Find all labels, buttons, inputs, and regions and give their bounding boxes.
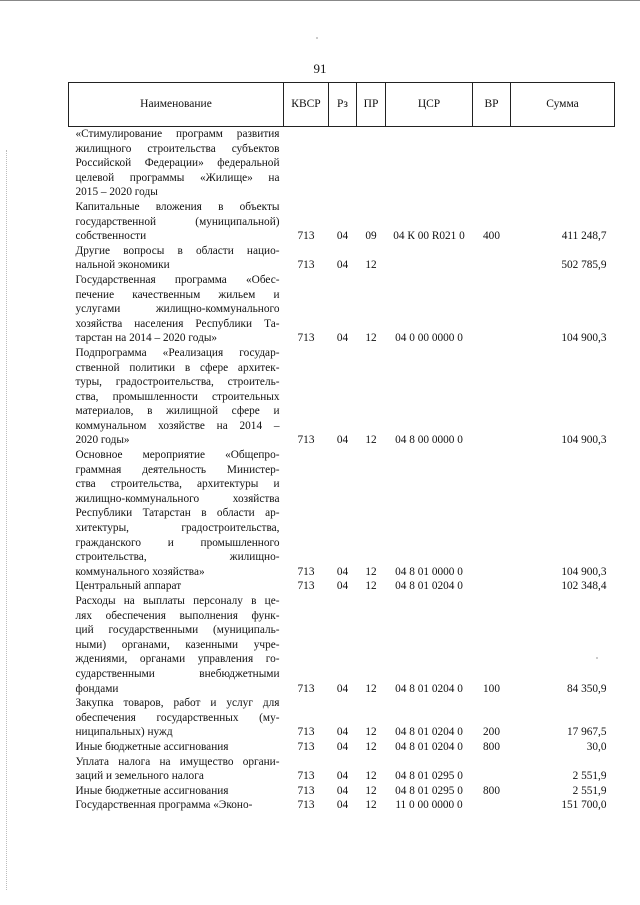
row-pr: 12 [365,799,377,812]
row-sum: 102 348,4 [561,580,607,593]
row-csr [386,244,473,273]
row-pr: 12 [365,726,377,739]
row-kvsr [284,127,329,200]
row-csr: 04 8 00 0000 0 [395,434,463,447]
row-name-line: Государственная программа «Эконо- [75,799,253,812]
row-sum: 2 551,9 [572,784,607,797]
row-sum: 104 900,3 [561,565,607,578]
row-csr: 11 0 00 0000 0 [395,799,463,812]
row-csr [386,127,473,200]
header-rz: Рз [329,83,357,127]
row-pr: 12 [365,259,377,272]
row-name-line: Российской Федерации» федеральной [75,157,280,170]
row-name-line: 2015 – 2020 годы [75,186,158,199]
row-kvsr: 713 [297,799,315,812]
table-row [69,579,615,594]
row-sum: 17 967,5 [566,726,607,739]
row-name-line: тарстан на 2014 – 2020 годы» [75,332,218,345]
row-sum [511,127,615,200]
row-name-line: обеспечения государственных (му- [75,711,280,724]
row-name-line: туры, градостроительства, строитель- [75,376,280,389]
row-name-line: хозяйства населения Республики Та- [75,317,280,330]
row-name-line: государственной (муниципальной) [75,215,280,228]
row-rz: 04 [336,799,349,812]
row-name-line: лях обеспечения выполнения функ- [75,609,280,622]
row-name-line: Закупка товаров, работ и услуг для [75,697,280,710]
row-name [69,696,284,740]
row-name-line: ственной политики в сфере архитек- [75,361,280,374]
row-name-line: заций и земельного налога [75,770,204,783]
row-rz: 04 [336,230,349,243]
budget-table [68,82,615,813]
row-name-line: сударственными внебюджетными [75,667,280,680]
row-name [69,740,284,755]
row-pr: 12 [365,580,377,593]
row-csr: 04 8 01 0204 0 [395,580,463,593]
row-rz: 04 [336,770,349,783]
row-name-line: гражданского и промышленного [75,536,280,549]
row-sum: 30,0 [586,740,607,753]
row-pr: 12 [365,434,377,447]
header-sum: Сумма [511,83,615,127]
row-rz: 04 [336,565,349,578]
row-kvsr: 713 [297,580,315,593]
row-kvsr: 713 [297,740,315,753]
row-name-line: Иные бюджетные ассигнования [75,740,229,753]
row-vr [473,273,511,346]
row-name-line: хитектуры, градостроительства, [75,522,280,535]
row-vr [473,448,511,579]
row-csr: 04 К 00 R021 0 [393,230,465,243]
row-name [69,127,284,200]
table-row [69,346,615,448]
scan-margin-specks [6,150,8,890]
row-pr: 12 [365,740,377,753]
row-pr: 12 [365,565,377,578]
row-name [69,448,284,579]
table-row [69,798,615,813]
row-rz: 04 [336,580,349,593]
row-rz [329,127,357,200]
table-row [69,200,615,244]
row-name-line: Расходы на выплаты персоналу в це- [75,595,280,607]
table-row [69,755,615,784]
row-vr [473,755,511,784]
row-name-line: Уплата налога на имущество органи- [75,755,280,768]
row-rz: 04 [336,259,349,272]
row-name-line: Республики Татарстан в области ар- [75,507,280,520]
row-rz: 04 [336,740,349,753]
row-pr: 12 [365,682,377,695]
row-name-line: Иные бюджетные ассигнования [75,784,229,797]
table-row [69,784,615,799]
row-name-line: печение качественным жильем и [75,288,280,301]
row-name [69,755,284,784]
row-vr [473,244,511,273]
row-sum: 104 900,3 [561,434,607,447]
row-name-line: ждениями, органами управления го- [75,653,280,666]
row-vr: 200 [483,726,500,739]
row-name-line: коммунальном хозяйстве на 2014 – [75,419,280,432]
table-row [69,594,615,696]
row-kvsr: 713 [297,230,315,243]
row-kvsr: 713 [297,332,315,345]
row-sum: 2 551,9 [572,770,607,783]
row-csr: 04 8 01 0000 0 [395,565,463,578]
row-name-line: фондами [75,682,119,695]
table-row [69,740,615,755]
table-row [69,244,615,273]
row-name-line: жилищно-коммунального хозяйства [75,492,280,505]
scan-speck [316,37,318,39]
row-rz: 04 [336,682,349,695]
row-name [69,579,284,594]
row-name-line: Основное мероприятие «Общепро- [75,449,280,462]
row-sum: 104 900,3 [561,332,607,345]
row-rz: 04 [336,784,349,797]
row-name-line: коммунального хозяйства» [75,565,205,578]
row-sum: 502 785,9 [561,259,607,272]
table-row [69,273,615,346]
row-name [69,200,284,244]
row-sum: 151 700,0 [561,799,607,812]
page-number: 91 [313,61,327,76]
row-name-line: Капитальные вложения в объекты [75,200,280,213]
row-kvsr: 713 [297,770,315,783]
row-csr: 04 0 00 0000 0 [395,332,463,345]
row-name [69,798,284,813]
row-sum: 411 248,7 [561,230,607,243]
row-pr: 09 [365,230,377,243]
row-name-line: строительства, жилищно- [75,551,280,564]
row-vr: 800 [483,740,500,753]
row-vr [473,579,511,594]
table-row [69,696,615,740]
header-vr: ВР [473,83,511,127]
row-kvsr: 713 [297,682,315,695]
row-name-line: Центральный аппарат [75,580,182,593]
row-kvsr: 713 [297,259,315,272]
row-name-line: услугами жилищно-коммунального [75,303,280,316]
row-name [69,244,284,273]
row-vr: 400 [483,230,500,243]
header-kvsr: КВСР [284,83,329,127]
table-row [69,448,615,579]
row-name-line: ций государственными (муниципаль- [75,624,280,637]
row-csr: 04 8 01 0295 0 [395,770,463,783]
row-csr: 04 8 01 0295 0 [395,784,463,797]
row-pr: 12 [365,784,377,797]
row-pr: 12 [365,770,377,783]
row-vr: 100 [483,682,500,695]
row-csr: 04 8 01 0204 0 [395,682,463,695]
row-name-line: 2020 годы» [75,434,130,447]
row-rz: 04 [336,726,349,739]
row-name-line: нальной экономики [75,259,170,272]
row-pr: 12 [365,332,377,345]
row-pr [357,127,386,200]
row-rz: 04 [336,332,349,345]
row-name-line: Другие вопросы в области нацио- [75,244,280,257]
row-name-line: ства строительства, архитектуры и [75,478,280,491]
row-name-line: ниципальных) нужд [75,726,173,739]
row-name [69,594,284,696]
scan-top-edge [0,0,640,1]
row-name-line: материалов, в жилищной сфере и [75,405,280,418]
row-kvsr: 713 [297,784,315,797]
row-name-line: жилищного строительства субъектов [75,142,280,155]
row-kvsr: 713 [297,434,315,447]
row-name-line: ными) органами, казенными учре- [75,638,280,651]
row-name [69,784,284,799]
row-csr: 04 8 01 0204 0 [395,740,463,753]
row-vr [473,798,511,813]
header-pr: ПР [357,83,386,127]
row-vr: 800 [483,784,500,797]
row-name-line: собственности [75,230,147,243]
row-vr [473,127,511,200]
row-name [69,273,284,346]
row-rz: 04 [336,434,349,447]
row-name-line: ства, промышленности строительных [75,390,280,403]
row-name-line: «Стимулирование программ развития [75,128,280,140]
row-kvsr: 713 [297,565,315,578]
row-name-line: граммная деятельность Министер- [75,463,280,476]
table-row [69,127,615,200]
header-csr: ЦСР [386,83,473,127]
row-name [69,346,284,448]
row-vr [473,346,511,448]
row-kvsr: 713 [297,726,315,739]
row-sum: 84 350,9 [566,682,607,695]
table-header-row [69,83,615,127]
row-csr: 04 8 01 0204 0 [395,726,463,739]
row-name-line: Государственная программа «Обес- [75,273,280,286]
row-name-line: Подпрограмма «Реализация государ- [75,346,280,359]
header-name: Наименование [69,83,284,127]
row-name-line: целевой программы «Жилище» на [75,171,280,184]
